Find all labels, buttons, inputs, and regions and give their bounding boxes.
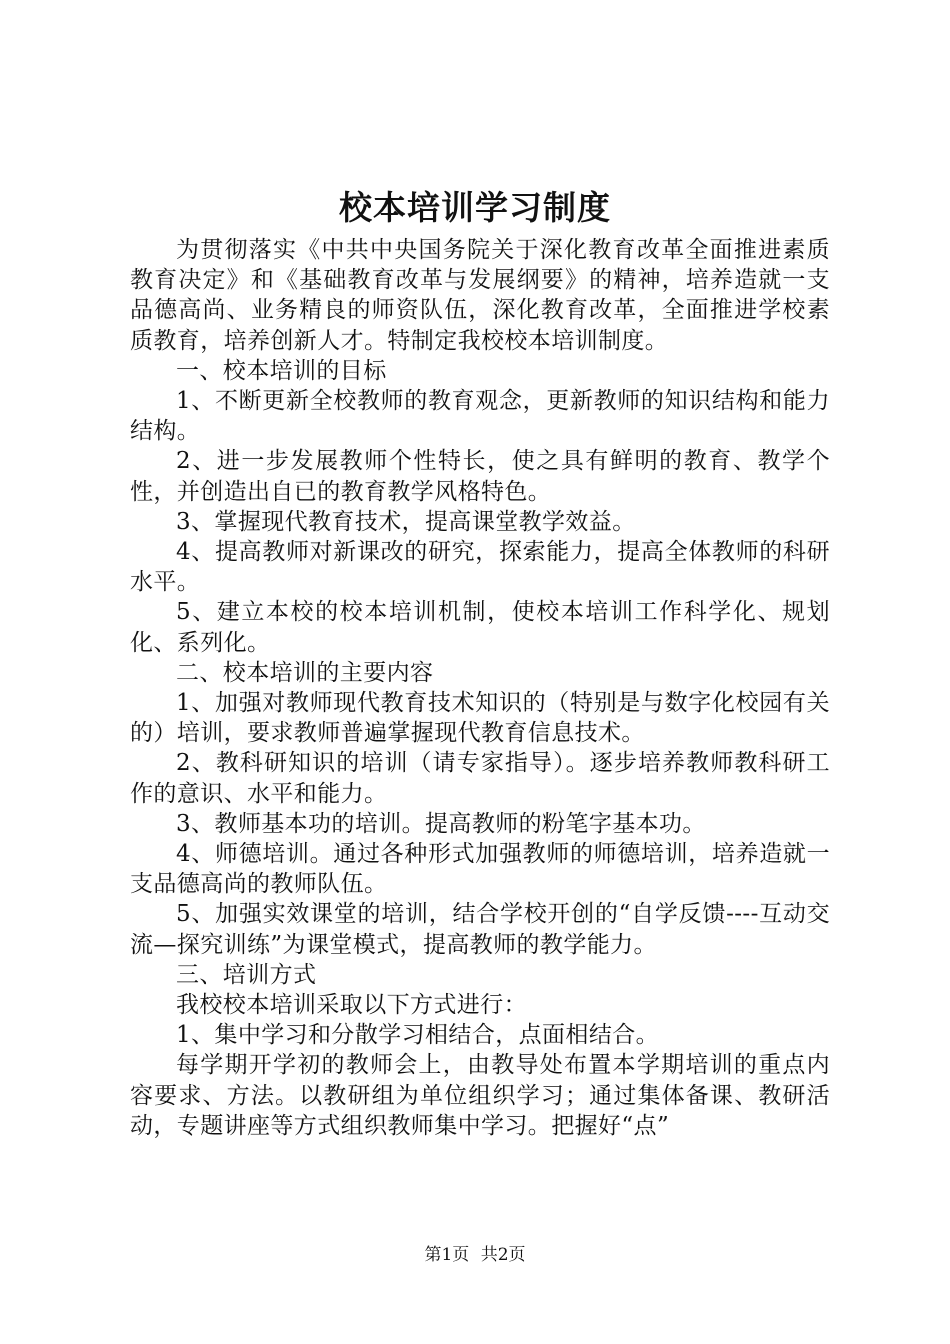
intro-paragraph: 为贯彻落实《中共中央国务院关于深化教育改革全面推进素质教育决定》和《基础教育改革与发展纲要》的精神，培养造就一支品德高尚、业务精良的师资队伍，深化教育改革，全面推进学校素质教育，培养创新人才。特制定我校校本培训制度。 xyxy=(130,237,830,354)
methods-intro: 我校校本培训采取以下方式进行： xyxy=(176,992,527,1019)
section-heading-content: 二、校本培训的主要内容 xyxy=(176,659,434,686)
goal-item-2: 2、进一步发展教师个性特长，使之具有鲜明的教育、教学个性，并创造出自已的教育教学风格特色。 xyxy=(130,448,830,505)
page-number-current: 第1页 xyxy=(424,1245,470,1265)
page-number-total: 共2页 xyxy=(480,1245,526,1265)
document-title: 校本培训学习制度 xyxy=(339,188,611,227)
method-item-1-detail: 每学期开学初的教师会上，由教导处布置本学期培训的重点内容要求、方法。以教研组为单位组织学习；通过集体备课、教研活动，专题讲座等方式组织教师集中学习。把握好“点” xyxy=(130,1052,830,1139)
method-item-1: 1、集中学习和分散学习相结合，点面相结合。 xyxy=(176,1022,660,1049)
page-footer xyxy=(0,1243,950,1267)
content-item-3: 3、教师基本功的培训。提高教师的粉笔字基本功。 xyxy=(176,810,706,837)
goal-item-3: 3、掌握现代教育技术，提高课堂教学效益。 xyxy=(176,508,636,535)
section-heading-goals: 一、校本培训的目标 xyxy=(176,357,387,384)
content-item-4: 4、师德培训。通过各种形式加强教师的师德培训，培养造就一支品德高尚的教师队伍。 xyxy=(130,841,830,898)
content-item-5: 5、加强实效课堂的培训，结合学校开创的“自学反馈----互动交流—探究训练”为课堂模式，提高教师的教学能力。 xyxy=(130,901,830,958)
content-item-2: 2、教科研知识的培训（请专家指导）。逐步培养教师教科研工作的意识、水平和能力。 xyxy=(130,750,830,807)
goal-item-5: 5、建立本校的校本培训机制，使校本培训工作科学化、规划化、系列化。 xyxy=(130,599,830,656)
section-heading-methods: 三、培训方式 xyxy=(176,961,317,988)
goal-item-4: 4、提高教师对新课改的研究，探索能力，提高全体教师的科研水平。 xyxy=(130,539,830,596)
document-body xyxy=(130,235,830,1141)
goal-item-1: 1、不断更新全校教师的教育观念，更新教师的知识结构和能力结构。 xyxy=(130,388,830,445)
content-item-1: 1、加强对教师现代教育技术知识的（特别是与数字化校园有关的）培训，要求教师普遍掌握现代教育信息技术。 xyxy=(130,690,830,747)
